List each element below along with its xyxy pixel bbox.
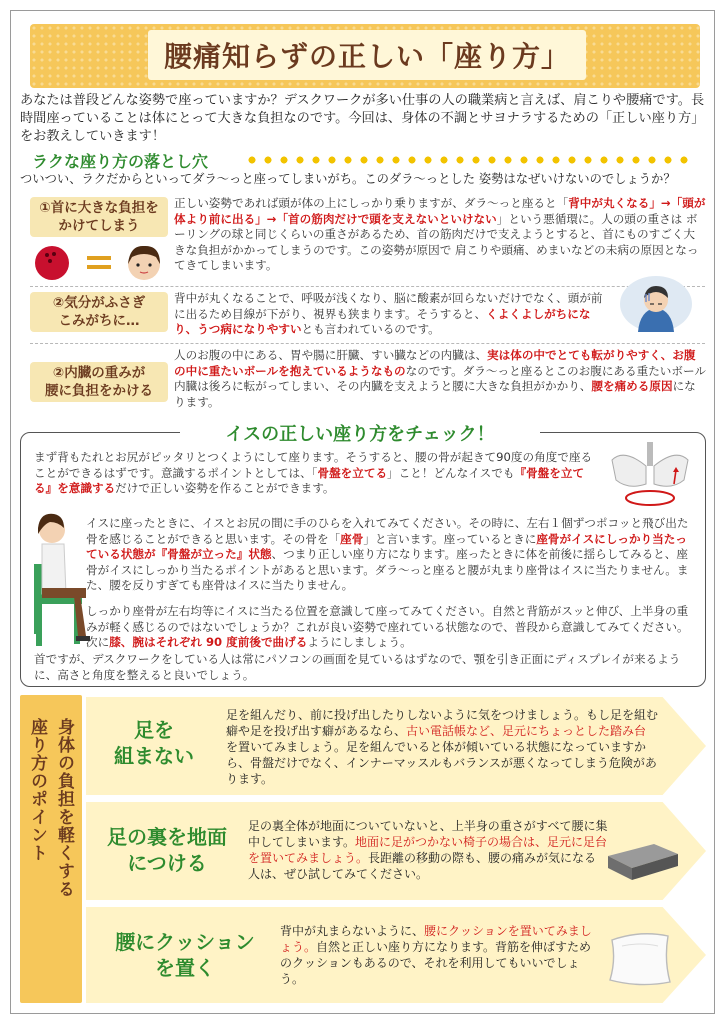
text-run: ようにしましょう。 [307, 635, 412, 650]
pitfall-label-line: 腰に負担をかける [45, 383, 153, 399]
pitfall-label-line: こみがちに… [58, 313, 140, 329]
point-body-1 [226, 707, 658, 787]
divider [30, 286, 705, 287]
check-para-2 [86, 516, 698, 594]
highlight-text: 座骨がイスにしっかり当たっている状態が『骨盤が立った』状態 [86, 531, 687, 562]
check-para-3 [86, 604, 698, 651]
text-run: 背中が丸まらないように、 [280, 924, 425, 938]
bowling-ball-equals-head-icon [32, 243, 168, 283]
side-title-col: 座り方のポイント [27, 718, 47, 862]
pitfall-label-3 [30, 362, 168, 402]
pitfall-text-2 [174, 291, 604, 338]
point-heading-line: 足の裏を地面 [107, 825, 227, 849]
text-run: になります。 [174, 379, 696, 409]
point-heading-2 [92, 824, 242, 876]
pitfall-label-line: ②内臓の重みが [52, 365, 146, 381]
text-run: なのです。ダラ〜っと座るとこのお腹にある重たいボール内臓は後ろに転がってしまい、その内臓を支えようと腰に大きな負担がかかり、 [174, 363, 706, 394]
highlight-text: 古い電話帳など、足元にちょっとした踏み台 [406, 724, 647, 738]
pitfall-text-1 [174, 196, 706, 274]
text-run: 、つまり正しい座り方になります。座ったときに体を前後に揺らしてみると、座骨がイスにしっかり当たるポイントがあると思います。ダラ〜っと座ると腰が丸まり座骨はイスに当たりません。また、腰を反りすぎても座骨はイスに当たりません。 [86, 547, 689, 593]
point-heading-line: 足を [134, 718, 174, 742]
intro-text: あなたは普段どんな姿勢で座っていますか？デスクワークが多い仕事の人の職業病と言えば、肩こりや腰痛です。長時間座っていることは体にとって大きな負担なのです。今回は、身体の不調とサヨナラするための「正しい座り方」をお教えしていきます！ [20, 93, 705, 144]
text-run: 正しい姿勢であれば頭が体の上にしっかり乗りますが、ダラ〜っと座ると「 [174, 196, 569, 210]
pitfall-label-2 [30, 292, 168, 332]
point-body-2 [248, 818, 608, 882]
pitfall-label-line: ②気分がふさぎ [52, 295, 146, 311]
point-heading-line: 腰にクッション [115, 930, 255, 954]
text-run: 背中が丸くなることで、呼吸が浅くなり、脳に酸素が回らないだけでなく、頭が前に出るため目線が下がり、視界も狭まります。そうすると、 [174, 291, 603, 321]
title-banner [30, 24, 700, 88]
text-run: まず背もたれとお尻がピッタリとつくようにして座ります。そうすると、腰の骨が起きて90度の角度で座ることができるはずです。意識するポイントとしては、「 [34, 450, 593, 480]
text-run: 足の裏全体が地面についていないと、上半身の重さがすべて腰に集中してしまいます。 [248, 819, 608, 849]
check-para-4: 首ですが、デスクワークをしている人は常にパソコンの画面を見ているはずなので、顎を引き正面にディスプレイが来るように、高さと角度を整えると良いでしょう。 [34, 652, 681, 682]
dotted-divider [244, 155, 694, 165]
text-run: 足を組んだり、前に投げ出したりしないように気をつけましょう。もし足を組む癖や足を投げ出す癖があるなら、 [226, 708, 659, 738]
depressed-person-icon [616, 274, 696, 338]
points-side-title [28, 718, 74, 996]
pitfall-label-line: かけてしまう [58, 218, 140, 234]
highlight-text: 実は体の中でとても転がりやすく、お腹の中に重たいボールを抱えているようなもの [174, 348, 696, 378]
text-run: を置いてみましょう。足を組んでいると体が傾いている状態になっていますから、骨盤だけでなく、インナーマッスルもバランスが悪くなってしまう危険があります。 [226, 740, 657, 786]
highlight-text: くよくよしがちになり、うつ病になりやすい [174, 306, 591, 337]
pitfall-text-3 [174, 348, 706, 410]
highlight-text: 膝、腕はそれぞれ 90 度前後で曲げる [109, 635, 308, 650]
pitfalls-lead: ついつい、ラクだからといってダラ〜っと座ってしまいがち。このダラ〜っとした 姿勢はなぜいけないのでしょうか？ [20, 172, 676, 186]
check-heading: イスの正しい座り方をチェック！ [180, 420, 540, 446]
text-run: とも言われているのです。 [301, 322, 440, 337]
check-para-1 [34, 450, 594, 497]
point-heading-1 [94, 717, 214, 769]
pitfall-label-1 [30, 197, 168, 237]
text-run: 」こと！どんなイスでも [387, 465, 515, 480]
point-heading-line: につける [127, 851, 207, 875]
text-run: だけで正しい姿勢を作ることができます。 [115, 481, 335, 496]
pelvis-icon [602, 440, 698, 514]
text-run: 人のお腹の中にある、胃や腸に肝臓、すい臓などの内臓は、 [174, 348, 488, 362]
divider [30, 343, 705, 344]
highlight-text: 座骨 [340, 531, 364, 546]
section-heading-pitfalls: ラクな座り方の落とし穴 [32, 152, 209, 171]
highlight-text: 腰にクッションを置いてみましょう。 [280, 924, 592, 954]
point-body-3 [280, 923, 598, 987]
side-title-col: 身体の負担を軽くする [54, 718, 74, 898]
point-heading-3 [100, 929, 270, 981]
page-title: 腰痛知らずの正しい「座り方」 [148, 30, 586, 80]
highlight-text: 地面に足がつかない椅子の場合は、足元に足台を置いてみましょう。 [248, 835, 608, 865]
text-run: 」という悪循環に。人の頭の重さは ボーリングの球と同じくらいの重さがあるため、首の筋肉だけで支えようとすると、首にものすごく大きな負担がかかってしまうのです。この姿勢が原因で 肩こりや頭痛、めまいなどの未病の原因となってきてしまいます。 [174, 211, 699, 273]
highlight-text: 背中が丸くなる」→「頭が体より前に出る」→「首の筋肉だけで頭を支えないといけない [174, 196, 706, 226]
highlight-text: 腰を痛める原因 [591, 379, 673, 394]
text-run: イスに座ったときに、イスとお尻の間に手のひらを入れてみてください。その時に、左右１個ずつポコッと飛び出た骨を感じることができると思います。その骨を「 [86, 516, 689, 546]
pitfall-label-line: ①首に大きな負担を [39, 200, 159, 216]
cushion-icon [604, 926, 676, 990]
highlight-text: 『骨盤を立てる』を意識する [34, 465, 585, 496]
step-stool-icon [602, 838, 682, 888]
point-heading-line: を置く [155, 956, 215, 980]
point-heading-line: 組まない [114, 744, 194, 768]
text-run: 」と言います。座っているときに [363, 531, 537, 546]
text-run: 長距離の移動の際も、腰の痛みが気になる人は、ぜひ試してみてください。 [248, 851, 597, 881]
text-run: しっかり座骨が左右均等にイスに当たる位置を意識して座ってみてください。自然と背筋がスッと伸び、上半身の重みが軽く感じるのではないでしょうか？これが良い姿勢で座れている状態なので、普段から意識してみてください。次に [86, 604, 689, 650]
highlight-text: 骨盤を立てる [317, 465, 388, 480]
text-run: 自然と正しい座り方になります。背筋を伸ばすためのクッションもあるので、それを利用してもいいでしょう。 [280, 940, 592, 986]
